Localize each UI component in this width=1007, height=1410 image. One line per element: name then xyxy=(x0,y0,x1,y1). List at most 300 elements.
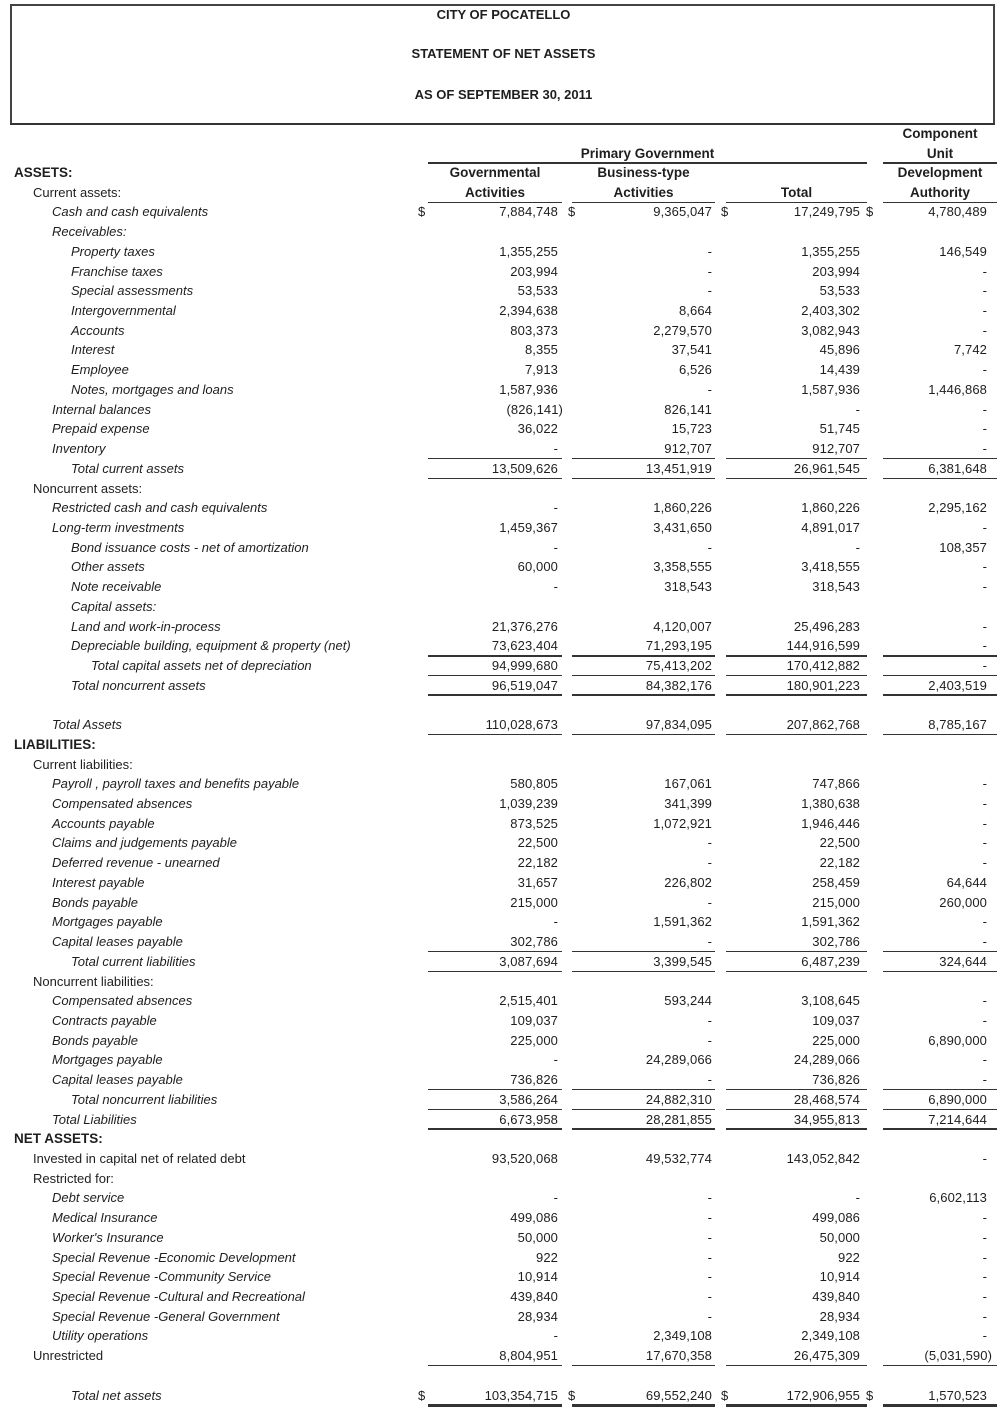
component-unit-header-1: Component xyxy=(902,126,978,141)
cell-value: - xyxy=(982,993,987,1009)
cell-value: - xyxy=(982,796,987,812)
row-label: ASSETS: xyxy=(14,165,73,180)
table-row xyxy=(0,912,1007,932)
table-row xyxy=(0,1090,1007,1110)
cell-value: - xyxy=(707,1190,712,1206)
cell-value: - xyxy=(982,815,987,831)
cell-value: 7,742 xyxy=(953,342,987,358)
cell-value: 2,515,401 xyxy=(499,993,558,1009)
row-label: Total current liabilities xyxy=(71,953,196,969)
table-row xyxy=(0,498,1007,518)
cell-value: - xyxy=(982,1072,987,1088)
cell-value: 50,000 xyxy=(819,1229,860,1245)
row-label: Restricted cash and cash equivalents xyxy=(52,500,268,516)
cell-value: 6,487,239 xyxy=(801,953,860,969)
cell-value: 34,955,813 xyxy=(793,1111,860,1127)
cell-value: 170,412,882 xyxy=(786,658,860,673)
cell-value: - xyxy=(707,1249,712,1265)
cell-value: 93,520,068 xyxy=(491,1151,558,1166)
cell-value: 15,723 xyxy=(671,421,712,437)
cell-value: - xyxy=(982,855,987,871)
table-row xyxy=(0,262,1007,282)
row-label: Bonds payable xyxy=(52,894,139,910)
cell-value: 53,533 xyxy=(819,283,860,299)
cell-value: - xyxy=(982,362,987,378)
cell-value: 8,355 xyxy=(524,342,558,358)
currency-symbol: $ xyxy=(418,1387,426,1403)
cell-value: - xyxy=(982,441,987,457)
cell-value: 22,500 xyxy=(517,835,558,851)
title-frame-bottom-rule xyxy=(10,123,995,125)
cell-value: 7,884,748 xyxy=(499,204,558,220)
cell-value: 873,525 xyxy=(510,815,558,831)
cell-value: - xyxy=(982,303,987,319)
cell-value: 22,182 xyxy=(819,855,860,871)
cell-value: 7,214,644 xyxy=(928,1111,987,1127)
cell-value: - xyxy=(982,263,987,279)
cell-value: 1,039,239 xyxy=(499,796,558,812)
cell-value: 8,804,951 xyxy=(499,1348,558,1364)
cell-value: 3,399,545 xyxy=(653,953,712,969)
table-row xyxy=(0,301,1007,321)
cell-value: 94,999,680 xyxy=(491,658,558,673)
cell-value: 324,644 xyxy=(939,953,987,969)
cell-value: 203,994 xyxy=(812,263,860,279)
cell-value: 8,664 xyxy=(678,303,712,319)
table-row xyxy=(0,1267,1007,1287)
cell-value: - xyxy=(553,1052,558,1068)
cell-value: 21,376,276 xyxy=(491,618,558,634)
row-label: Unrestricted xyxy=(33,1348,104,1364)
table-row xyxy=(0,972,1007,992)
cell-value: 50,000 xyxy=(517,1229,558,1245)
cell-value: - xyxy=(982,618,987,634)
table-row xyxy=(0,1307,1007,1327)
business-type-header-2: Activities xyxy=(613,184,674,200)
row-label: Restricted for: xyxy=(33,1170,114,1186)
row-label: Employee xyxy=(71,362,129,378)
cell-value: - xyxy=(707,1229,712,1245)
table-row xyxy=(0,419,1007,439)
cell-value: 22,182 xyxy=(517,855,558,871)
cell-value: 593,244 xyxy=(664,993,712,1009)
cell-value: - xyxy=(707,1072,712,1088)
cell-value: 13,451,919 xyxy=(645,460,712,476)
cell-value: 207,862,768 xyxy=(786,717,860,733)
cell-value: 6,602,113 xyxy=(929,1190,987,1206)
cell-value: 6,890,000 xyxy=(928,1032,987,1048)
cell-value: - xyxy=(982,559,987,575)
cell-value: 2,349,108 xyxy=(801,1328,860,1344)
cell-value: 318,543 xyxy=(812,579,860,595)
table-row xyxy=(0,1110,1007,1130)
currency-symbol: $ xyxy=(568,204,576,220)
cell-value: 4,780,489 xyxy=(928,204,987,220)
table-row xyxy=(0,360,1007,380)
table-row xyxy=(0,459,1007,479)
table-row xyxy=(0,321,1007,341)
table-row xyxy=(0,202,1007,222)
cell-value: - xyxy=(982,283,987,299)
cell-value: 736,826 xyxy=(510,1072,558,1088)
cell-value: - xyxy=(707,1308,712,1324)
cell-value: 922 xyxy=(536,1249,558,1265)
double-underline-rule xyxy=(572,1404,715,1407)
row-label: Special assessments xyxy=(71,283,194,299)
cell-value: 1,587,936 xyxy=(801,381,860,397)
row-label: Contracts payable xyxy=(52,1012,157,1028)
row-label: Current liabilities: xyxy=(33,756,133,772)
row-label: Capital assets: xyxy=(71,598,157,614)
cell-value: - xyxy=(707,283,712,299)
row-label: Special Revenue -General Government xyxy=(52,1308,280,1324)
table-row xyxy=(0,439,1007,459)
cell-value: 3,108,645 xyxy=(801,993,860,1009)
cell-value: 6,890,000 xyxy=(928,1091,987,1107)
row-label: Special Revenue -Cultural and Recreational xyxy=(52,1289,305,1305)
table-row xyxy=(0,538,1007,558)
cell-value: - xyxy=(855,539,860,555)
governmental-header-2: Activities xyxy=(464,184,526,200)
double-underline-rule xyxy=(883,1404,997,1407)
cell-value: 7,913 xyxy=(524,362,558,378)
cell-value: - xyxy=(707,835,712,851)
row-label: Mortgages payable xyxy=(52,1052,163,1068)
table-row xyxy=(0,242,1007,262)
governmental-header-1: Governmental xyxy=(449,165,541,180)
cell-value: 439,840 xyxy=(510,1289,558,1305)
cell-value: - xyxy=(982,1012,987,1028)
development-header-1: Development xyxy=(897,165,983,180)
primary-government-header: Primary Government xyxy=(580,145,715,161)
table-row xyxy=(0,1070,1007,1090)
cell-value: 1,946,446 xyxy=(801,815,860,831)
cell-value: (5,031,590) xyxy=(924,1348,992,1364)
cell-value: 803,373 xyxy=(510,322,558,338)
cell-value: 1,591,362 xyxy=(801,914,860,930)
table-row xyxy=(0,380,1007,400)
development-header-2: Authority xyxy=(910,184,970,200)
cell-value: 226,802 xyxy=(664,874,712,890)
cell-value: 1,459,367 xyxy=(499,519,558,535)
row-label: Worker's Insurance xyxy=(52,1229,164,1245)
cell-value: - xyxy=(553,1190,558,1206)
cell-value: - xyxy=(982,1289,987,1305)
cell-value: 84,382,176 xyxy=(645,677,712,693)
cell-value: 4,120,007 xyxy=(653,618,712,634)
cell-value: 747,866 xyxy=(812,776,860,792)
cell-value: 64,644 xyxy=(946,874,987,890)
row-label: Notes, mortgages and loans xyxy=(71,381,234,397)
cell-value: - xyxy=(982,519,987,535)
row-label: Receivables: xyxy=(52,224,127,240)
business-type-header-1: Business-type xyxy=(597,165,690,180)
cell-value: - xyxy=(707,1289,712,1305)
cell-value: 53,533 xyxy=(517,283,558,299)
cell-value: - xyxy=(982,658,987,673)
cell-value: - xyxy=(982,1249,987,1265)
cell-value: 3,431,650 xyxy=(653,519,712,535)
table-row xyxy=(0,715,1007,735)
row-label: Bond issuance costs - net of amortization xyxy=(71,539,309,555)
cell-value: 3,082,943 xyxy=(801,322,860,338)
table-row xyxy=(0,873,1007,893)
table-row xyxy=(0,400,1007,420)
row-label: Bonds payable xyxy=(52,1032,139,1048)
table-row xyxy=(0,991,1007,1011)
cell-value: 24,882,310 xyxy=(645,1091,712,1107)
cell-value: - xyxy=(855,1190,860,1206)
table-row xyxy=(0,1169,1007,1189)
row-label: Accounts payable xyxy=(52,815,155,831)
row-label: Intergovernmental xyxy=(71,303,176,319)
cell-value: 1,355,255 xyxy=(499,243,558,259)
cell-value: 215,000 xyxy=(812,894,860,910)
row-label: Property taxes xyxy=(71,243,155,259)
table-row xyxy=(0,1346,1007,1366)
cell-value: 75,413,202 xyxy=(645,658,712,673)
cell-value: 302,786 xyxy=(510,934,558,950)
table-row xyxy=(0,1287,1007,1307)
currency-symbol: $ xyxy=(721,204,729,220)
table-row xyxy=(0,695,1007,715)
table-row xyxy=(0,833,1007,853)
table-row xyxy=(0,1050,1007,1070)
cell-value: 439,840 xyxy=(812,1289,860,1305)
cell-value: 69,552,240 xyxy=(645,1387,712,1403)
cell-value: 26,475,309 xyxy=(793,1348,860,1364)
currency-symbol: $ xyxy=(418,204,426,220)
table-row xyxy=(0,932,1007,952)
row-label: Accounts xyxy=(71,322,125,338)
cell-value: 108,357 xyxy=(939,539,987,555)
table-row xyxy=(0,479,1007,499)
table-row xyxy=(0,774,1007,794)
row-label: Special Revenue -Community Service xyxy=(52,1269,271,1285)
table-row xyxy=(0,518,1007,538)
table-row xyxy=(0,1129,1007,1149)
cell-value: 26,961,545 xyxy=(793,460,860,476)
cell-value: 109,037 xyxy=(812,1012,860,1028)
cell-value: - xyxy=(707,1269,712,1285)
table-row xyxy=(0,794,1007,814)
cell-value: 2,403,302 xyxy=(801,303,860,319)
row-label: Payroll , payroll taxes and benefits payable xyxy=(52,776,300,792)
cell-value: - xyxy=(707,1032,712,1048)
cell-value: - xyxy=(982,579,987,595)
row-label: Other assets xyxy=(71,559,145,575)
cell-value: 736,826 xyxy=(812,1072,860,1088)
cell-value: - xyxy=(982,776,987,792)
table-row xyxy=(0,163,1007,183)
cell-value: 28,468,574 xyxy=(793,1091,860,1107)
row-label: Note receivable xyxy=(71,579,162,595)
cell-value: 1,860,226 xyxy=(801,500,860,516)
cell-value: - xyxy=(553,1328,558,1344)
row-label: Noncurrent liabilities: xyxy=(33,973,154,989)
row-label: Medical Insurance xyxy=(52,1210,158,1226)
table-row xyxy=(0,1326,1007,1346)
cell-value: 318,543 xyxy=(664,579,712,595)
cell-value: - xyxy=(982,1229,987,1245)
cell-value: 1,587,936 xyxy=(499,381,558,397)
cell-value: 225,000 xyxy=(812,1032,860,1048)
table-row xyxy=(0,952,1007,972)
cell-value: 14,439 xyxy=(819,362,860,378)
cell-value: 9,365,047 xyxy=(653,204,712,220)
cell-value: 25,496,283 xyxy=(793,618,860,634)
cell-value: 96,519,047 xyxy=(491,677,558,693)
cell-value: 499,086 xyxy=(812,1210,860,1226)
row-label: LIABILITIES: xyxy=(14,736,96,752)
cell-value: 1,380,638 xyxy=(801,796,860,812)
table-row xyxy=(0,1248,1007,1268)
cell-value: 28,934 xyxy=(517,1308,558,1324)
cell-value: - xyxy=(982,835,987,851)
cell-value: 260,000 xyxy=(939,894,987,910)
cell-value: - xyxy=(707,894,712,910)
cell-value: - xyxy=(982,1328,987,1344)
cell-value: 71,293,195 xyxy=(645,638,712,654)
cell-value: 3,358,555 xyxy=(653,559,712,575)
cell-value: 1,355,255 xyxy=(801,243,860,259)
cell-value: 1,446,868 xyxy=(928,381,987,397)
row-label: Total noncurrent liabilities xyxy=(71,1091,218,1107)
table-row xyxy=(0,222,1007,242)
cell-value: - xyxy=(553,500,558,516)
cell-value: - xyxy=(982,421,987,437)
cell-value: - xyxy=(982,401,987,417)
currency-symbol: $ xyxy=(866,204,874,220)
cell-value: - xyxy=(707,1012,712,1028)
row-label: Current assets: xyxy=(33,184,122,200)
currency-symbol: $ xyxy=(568,1387,576,1403)
row-label: Long-term investments xyxy=(52,519,185,535)
cell-value: - xyxy=(707,934,712,950)
cell-value: 45,896 xyxy=(819,342,860,358)
cell-value: 73,623,404 xyxy=(491,638,558,654)
cell-value: 36,022 xyxy=(517,421,558,437)
cell-value: 3,586,264 xyxy=(499,1091,558,1107)
table-row xyxy=(0,1011,1007,1031)
cell-value: - xyxy=(982,1269,987,1285)
cell-value: - xyxy=(553,579,558,595)
cell-value: 103,354,715 xyxy=(484,1387,558,1403)
cell-value: 6,673,958 xyxy=(499,1111,558,1127)
cell-value: 144,916,599 xyxy=(786,638,860,654)
table-row xyxy=(0,1386,1007,1406)
component-unit-header-2: Unit xyxy=(926,145,954,161)
cell-value: 341,399 xyxy=(664,796,712,812)
cell-value: - xyxy=(707,855,712,871)
cell-value: 28,934 xyxy=(819,1308,860,1324)
statement-title: STATEMENT OF NET ASSETS xyxy=(411,46,596,61)
cell-value: - xyxy=(982,1052,987,1068)
cell-value: 302,786 xyxy=(812,934,860,950)
cell-value: 6,381,648 xyxy=(928,460,987,476)
table-row xyxy=(0,1188,1007,1208)
cell-value: 22,500 xyxy=(819,835,860,851)
cell-value: 146,549 xyxy=(939,243,987,259)
row-label: Invested in capital net of related debt xyxy=(33,1151,246,1166)
row-label: Inventory xyxy=(52,441,106,457)
cell-value: 180,901,223 xyxy=(786,677,860,693)
table-row xyxy=(0,617,1007,637)
cell-value: 215,000 xyxy=(510,894,558,910)
entity-name: CITY OF POCATELLO xyxy=(436,7,571,22)
currency-symbol: $ xyxy=(721,1387,729,1403)
cell-value: 2,279,570 xyxy=(653,322,712,338)
cell-value: (826,141) xyxy=(506,401,563,417)
table-row xyxy=(0,1031,1007,1051)
cell-value: - xyxy=(982,322,987,338)
table-row xyxy=(0,676,1007,696)
cell-value: - xyxy=(707,243,712,259)
cell-value: - xyxy=(553,914,558,930)
cell-value: - xyxy=(982,914,987,930)
cell-value: - xyxy=(707,263,712,279)
row-label: Internal balances xyxy=(52,401,152,417)
cell-value: 24,289,066 xyxy=(645,1052,712,1068)
cell-value: 3,087,694 xyxy=(499,953,558,969)
table-row xyxy=(0,281,1007,301)
cell-value: 31,657 xyxy=(517,874,558,890)
cell-value: 2,403,519 xyxy=(928,677,987,693)
cell-value: 225,000 xyxy=(510,1032,558,1048)
row-label: Prepaid expense xyxy=(52,421,150,437)
cell-value: 37,541 xyxy=(671,342,712,358)
cell-value: 49,532,774 xyxy=(645,1151,712,1166)
row-label: Capital leases payable xyxy=(52,934,183,950)
row-label: Capital leases payable xyxy=(52,1072,183,1088)
table-row xyxy=(0,893,1007,913)
row-label: Utility operations xyxy=(52,1328,149,1344)
cell-value: 3,418,555 xyxy=(801,559,860,575)
table-row xyxy=(0,557,1007,577)
cell-value: - xyxy=(707,1210,712,1226)
cell-value: 6,526 xyxy=(678,362,712,378)
table-row xyxy=(0,853,1007,873)
table-row xyxy=(0,1149,1007,1169)
cell-value: 97,834,095 xyxy=(645,717,712,733)
cell-value: 172,906,955 xyxy=(786,1387,860,1403)
cell-value: 24,289,066 xyxy=(793,1052,860,1068)
row-label: Franchise taxes xyxy=(71,263,163,279)
total-header: Total xyxy=(780,184,813,200)
cell-value: 1,591,362 xyxy=(653,914,712,930)
row-label: NET ASSETS: xyxy=(14,1131,103,1147)
row-label: Debt service xyxy=(52,1190,125,1206)
cell-value: 912,707 xyxy=(664,441,712,457)
double-underline-rule xyxy=(726,1404,867,1407)
row-label: Cash and cash equivalents xyxy=(52,204,209,220)
cell-value: - xyxy=(982,934,987,950)
cell-value: 2,394,638 xyxy=(499,303,558,319)
cell-value: 8,785,167 xyxy=(928,717,987,733)
cell-value: 143,052,842 xyxy=(786,1151,860,1166)
table-row xyxy=(0,1366,1007,1386)
row-label: Claims and judgements payable xyxy=(52,835,237,851)
cell-value: 1,860,226 xyxy=(653,500,712,516)
cell-value: 2,349,108 xyxy=(653,1328,712,1344)
row-label: Total net assets xyxy=(71,1387,162,1403)
cell-value: 28,281,855 xyxy=(645,1111,712,1127)
table-row xyxy=(0,656,1007,676)
row-label: Land and work-in-process xyxy=(71,618,221,634)
cell-value: 60,000 xyxy=(517,559,558,575)
statement-date: AS OF SEPTEMBER 30, 2011 xyxy=(414,87,593,102)
cell-value: - xyxy=(982,638,987,654)
